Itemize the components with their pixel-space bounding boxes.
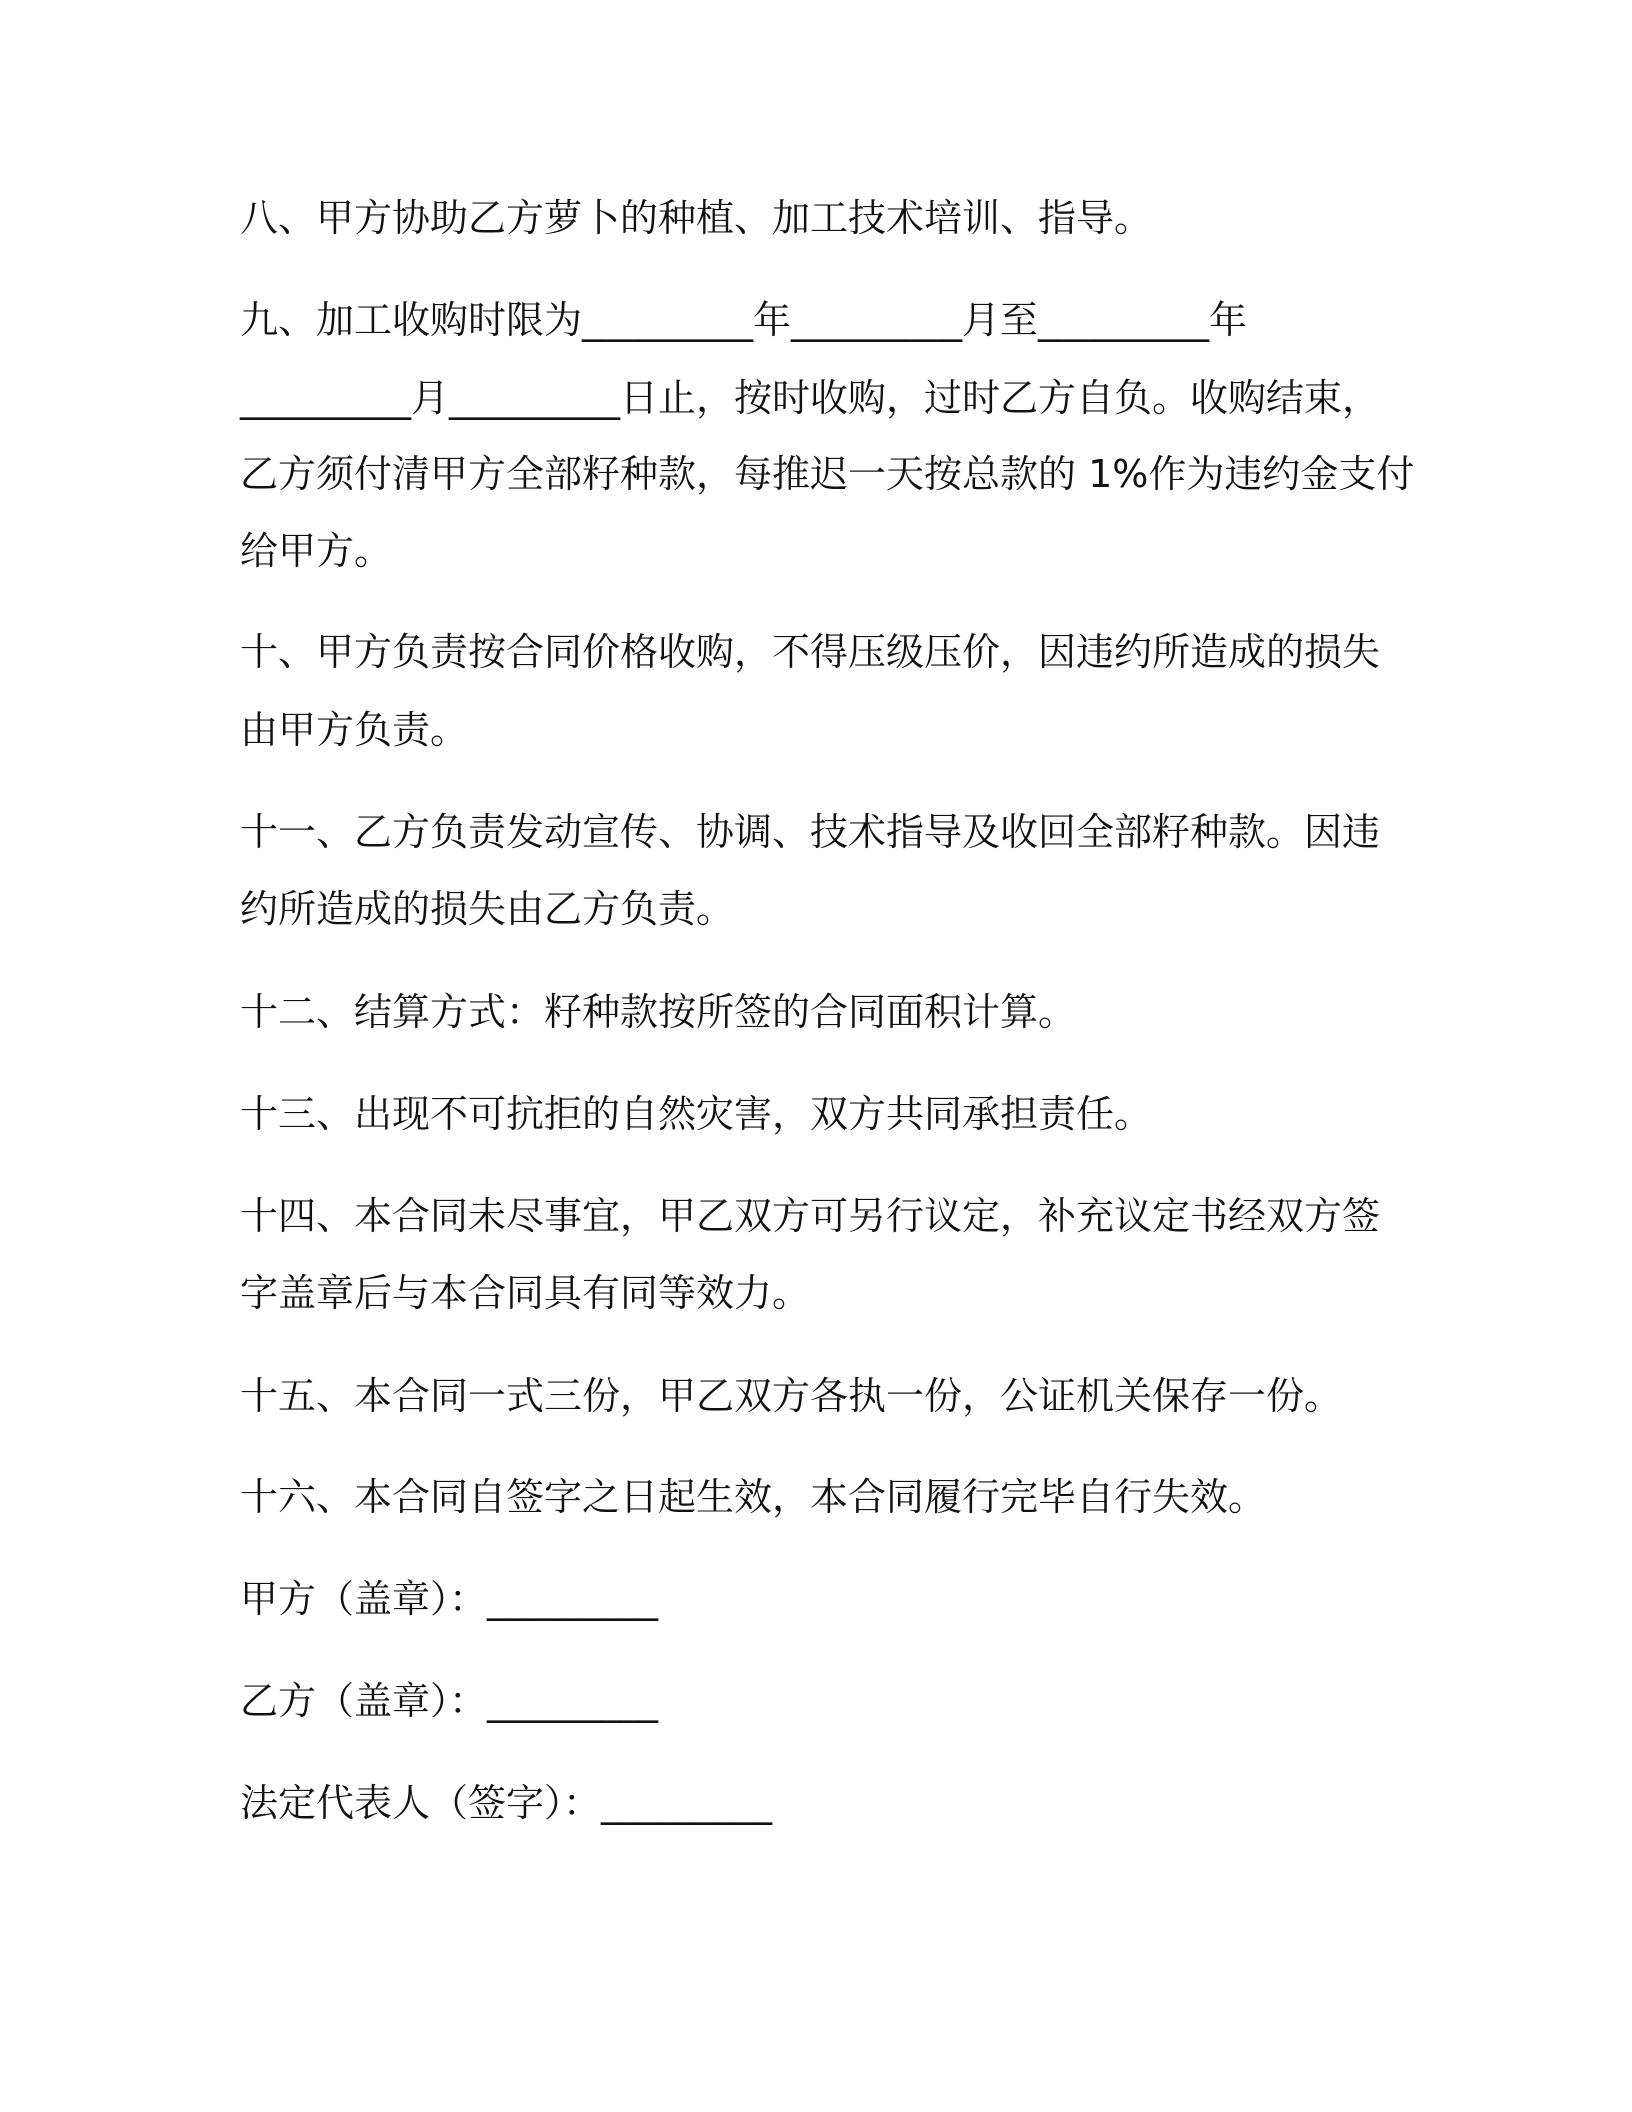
clause-15-line-1: 十五、本合同一式三份，甲乙双方各执一份，公证机关保存一份。 — [240, 1374, 1343, 1418]
clause-16-line-1: 十六、本合同自签字之日起生效，本合同履行完毕自行失效。 — [240, 1475, 1267, 1519]
legal-rep-signature: 法定代表人（签字）：_________ — [240, 1781, 773, 1825]
clause-11-line-1: 十一、乙方负责发动宣传、协调、技术指导及收回全部籽种款。因违 — [240, 810, 1381, 854]
clause-10-line-1: 十、甲方负责按合同价格收购，不得压级压价，因违约所造成的损失 — [240, 630, 1381, 674]
clause-12-line-1: 十二、结算方式：籽种款按所签的合同面积计算。 — [240, 990, 1077, 1034]
clause-11-line-2: 约所造成的损失由乙方负责。 — [240, 887, 735, 931]
clause-8-line-1: 八、甲方协助乙方萝卜的种植、加工技术培训、指导。 — [240, 196, 1153, 240]
clause-14-line-1: 十四、本合同未尽事宜，甲乙双方可另行议定，补充议定书经双方签 — [240, 1194, 1381, 1238]
clause-14-line-2: 字盖章后与本合同具有同等效力。 — [240, 1271, 811, 1315]
clause-9-line-1: 九、加工收购时限为_________年_________月至_________年 — [240, 298, 1248, 342]
clause-9-line-3: 乙方须付清甲方全部籽种款，每推迟一天按总款的 1%作为违约金支付 — [240, 452, 1415, 496]
clause-10-line-2: 由甲方负责。 — [240, 708, 469, 752]
clause-9-line-2: _________月_________日止，按时收购，过时乙方自负。收购结束， — [240, 376, 1381, 420]
clause-9-line-4: 给甲方。 — [240, 529, 393, 573]
party-b-signature: 乙方（盖章）：_________ — [240, 1679, 659, 1723]
party-a-signature: 甲方（盖章）：_________ — [240, 1577, 659, 1621]
clause-13-line-1: 十三、出现不可抗拒的自然灾害，双方共同承担责任。 — [240, 1092, 1153, 1136]
